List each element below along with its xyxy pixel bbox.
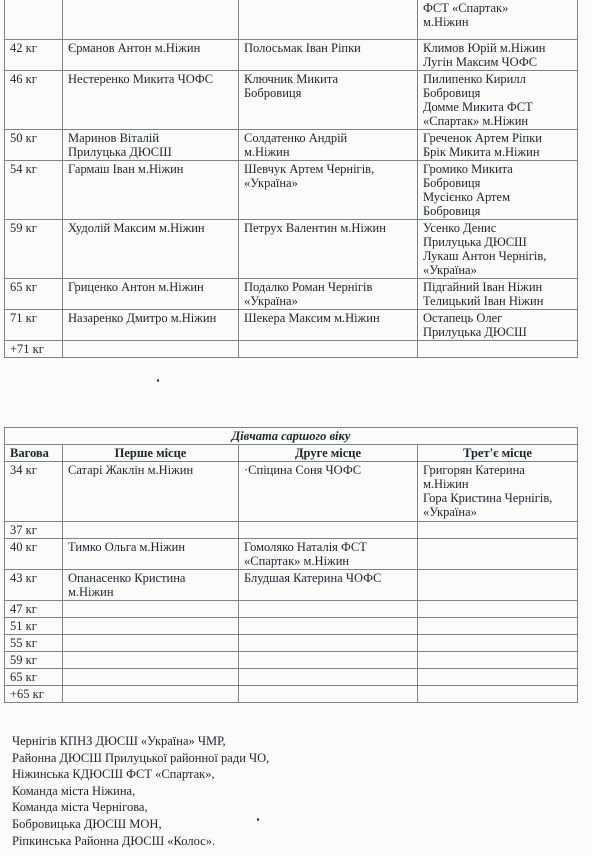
cell-weight	[5, 0, 63, 40]
table-row	[5, 279, 578, 310]
cell-text: 40 кг	[10, 540, 37, 554]
cell-third	[418, 522, 578, 539]
cell-first	[63, 601, 239, 618]
cell-text: Бобровиця	[423, 176, 481, 190]
cell-second	[239, 686, 418, 703]
cell-first	[63, 161, 239, 220]
cell-text: Брік Микита м.Ніжин	[423, 145, 540, 159]
cell-text: Опанасенко Кристина	[68, 571, 186, 585]
cell-text: Бобровиця	[244, 86, 302, 100]
cell-text: Григорян Катерина	[423, 463, 525, 477]
table-row	[5, 652, 578, 669]
cell-text: 65 кг	[10, 670, 37, 684]
cell-second	[239, 310, 418, 341]
cell-third	[418, 570, 578, 601]
cell-first	[63, 652, 239, 669]
team-line: Ніжинська КДЮСШ ФСТ «Спартак»,	[12, 767, 215, 782]
cell-text: Усенко Денис	[423, 221, 497, 235]
cell-first	[63, 130, 239, 161]
cell-third	[418, 310, 578, 341]
cell-text: «Україна»	[244, 294, 298, 308]
cell-text: Єрманов Антон м.Ніжин	[68, 41, 201, 55]
cell-text: м.Ніжин	[423, 15, 469, 29]
cell-first	[63, 0, 239, 40]
table-row	[5, 522, 578, 539]
cell-text: +71 кг	[10, 342, 44, 356]
table-header-row	[5, 445, 578, 462]
cell-text: Остапець Олег	[423, 311, 503, 325]
cell-second	[239, 0, 418, 40]
cell-second	[239, 669, 418, 686]
cell-weight	[5, 279, 63, 310]
cell-second	[239, 618, 418, 635]
cell-text: Сатарі Жаклін м.Ніжин	[68, 463, 194, 477]
cell-first	[63, 635, 239, 652]
cell-weight	[5, 220, 63, 279]
team-line: Команда міста Ніжина,	[12, 783, 136, 798]
cell-text: Полосьмак Іван Ріпки	[244, 41, 361, 55]
cell-third	[418, 618, 578, 635]
cell-text: Гармаш Іван м.Ніжин	[68, 162, 184, 176]
table-row	[5, 462, 578, 522]
cell-text: Тимко Ольга м.Ніжин	[68, 540, 186, 554]
scan-speck	[157, 379, 159, 382]
cell-third	[418, 71, 578, 130]
team-line: Районна ДЮСШ Прилуцької районної ради ЧО,	[12, 750, 270, 765]
team-line: Ріпкинська Районна ДЮСШ «Колос».	[12, 833, 216, 848]
cell-text: Бобровиця	[423, 86, 481, 100]
cell-weight	[5, 686, 63, 703]
cell-text: Прилуцька ДЮСШ	[423, 325, 527, 339]
cell-second	[239, 341, 418, 358]
cell-text: Гомоляко Наталія ФСТ	[244, 540, 367, 554]
cell-first	[63, 522, 239, 539]
cell-second	[239, 40, 418, 71]
table-row	[5, 669, 578, 686]
cell-text: Лукаш Антон Чернігів,	[423, 249, 547, 263]
cell-text: 47 кг	[10, 602, 37, 616]
cell-text: 42 кг	[10, 41, 37, 55]
cell-text: Блудшая Катерина ЧОФС	[244, 571, 382, 585]
cell-text: 46 кг	[10, 72, 37, 86]
cell-third	[418, 652, 578, 669]
table-row	[5, 220, 578, 279]
cell-first	[63, 669, 239, 686]
table-row	[5, 71, 578, 130]
cell-weight	[5, 601, 63, 618]
cell-text: «Спартак» м.Ніжин	[423, 114, 529, 128]
cell-third	[418, 220, 578, 279]
cell-text: Подалко Роман Чернігів	[244, 280, 373, 294]
cell-first	[63, 71, 239, 130]
cell-third	[418, 130, 578, 161]
cell-first	[63, 341, 239, 358]
header-second-place: Друге місце	[239, 445, 418, 462]
table-row	[5, 0, 578, 40]
cell-second	[239, 635, 418, 652]
cell-text: Шевчук Артем Чернігів,	[244, 162, 375, 176]
cell-weight	[5, 522, 63, 539]
boys-results-table	[4, 0, 578, 358]
cell-second	[239, 539, 418, 570]
cell-first	[63, 618, 239, 635]
team-line: Команда міста Чернігова,	[12, 800, 148, 815]
cell-second	[239, 161, 418, 220]
cell-third	[418, 539, 578, 570]
cell-third	[418, 279, 578, 310]
cell-weight	[5, 40, 63, 71]
cell-third	[418, 669, 578, 686]
cell-text: 55 кг	[10, 636, 37, 650]
cell-text: 54 кг	[10, 162, 37, 176]
girls-results-table	[4, 427, 578, 703]
cell-text: м.Ніжин	[423, 477, 469, 491]
table-row	[5, 40, 578, 71]
cell-text: Бобровиця	[423, 204, 481, 218]
cell-third	[418, 341, 578, 358]
cell-text: 71 кг	[10, 311, 37, 325]
cell-text: Прилуцька ДЮСШ	[68, 145, 172, 159]
cell-text: Громико Микита	[423, 162, 513, 176]
participating-teams-list	[12, 733, 269, 849]
cell-second	[239, 71, 418, 130]
cell-text: Телицький Іван Ніжин	[423, 294, 544, 308]
table-title-row	[5, 428, 578, 445]
cell-weight	[5, 635, 63, 652]
table-row	[5, 130, 578, 161]
cell-weight	[5, 652, 63, 669]
cell-text: 37 кг	[10, 523, 37, 537]
table-row	[5, 686, 578, 703]
cell-third	[418, 40, 578, 71]
cell-text: ФСТ «Спартак»	[423, 1, 509, 15]
cell-second	[239, 279, 418, 310]
cell-text: м.Ніжин	[244, 145, 290, 159]
cell-text: «Україна»	[423, 505, 477, 519]
cell-weight	[5, 71, 63, 130]
cell-text: Греченок Артем Ріпки	[423, 131, 542, 145]
cell-text: 51 кг	[10, 619, 37, 633]
cell-text: «Україна»	[244, 176, 298, 190]
cell-first	[63, 220, 239, 279]
table-row	[5, 618, 578, 635]
cell-text: Пилипенко Кирилл	[423, 72, 526, 86]
cell-text: +65 кг	[10, 687, 44, 701]
header-third-place: Трет'є місце	[418, 445, 578, 462]
cell-first	[63, 40, 239, 71]
cell-second	[239, 652, 418, 669]
cell-weight	[5, 161, 63, 220]
cell-text: Солдатенко Андрій	[244, 131, 348, 145]
table-row	[5, 570, 578, 601]
cell-weight	[5, 462, 63, 522]
cell-text: Гриценко Антон м.Ніжин	[68, 280, 204, 294]
cell-first	[63, 462, 239, 522]
cell-second	[239, 522, 418, 539]
cell-text: 50 кг	[10, 131, 37, 145]
cell-third	[418, 462, 578, 522]
header-weight: Вагова	[5, 445, 63, 462]
cell-text: Шекера Максим м.Ніжин	[244, 311, 380, 325]
cell-second	[239, 220, 418, 279]
cell-second	[239, 130, 418, 161]
cell-text: 65 кг	[10, 280, 37, 294]
cell-second	[239, 570, 418, 601]
table-row	[5, 341, 578, 358]
cell-second	[239, 462, 418, 522]
cell-first	[63, 539, 239, 570]
cell-third	[418, 686, 578, 703]
cell-weight	[5, 618, 63, 635]
cell-text: Прилуцька ДЮСШ	[423, 235, 527, 249]
cell-text: Нестеренко Микита ЧОФС	[68, 72, 214, 86]
cell-text: Домме Микита ФСТ	[423, 100, 533, 114]
table-row	[5, 601, 578, 618]
cell-second	[239, 601, 418, 618]
cell-third	[418, 601, 578, 618]
header-first-place: Перше місце	[63, 445, 239, 462]
cell-weight	[5, 669, 63, 686]
cell-text: «Спартак» м.Ніжин	[244, 554, 350, 568]
scan-speck	[257, 818, 259, 821]
cell-text: Маринов Віталій	[68, 131, 160, 145]
cell-text: 59 кг	[10, 221, 37, 235]
cell-third	[418, 161, 578, 220]
cell-first	[63, 310, 239, 341]
cell-text: ·Спіцина Соня ЧОФС	[244, 463, 362, 477]
cell-first	[63, 279, 239, 310]
team-line: Чернігів КПНЗ ДЮСШ «Україна» ЧМР,	[12, 734, 226, 748]
cell-weight	[5, 539, 63, 570]
cell-weight	[5, 341, 63, 358]
cell-text: 34 кг	[10, 463, 37, 477]
cell-text: Назаренко Дмитро м.Ніжин	[68, 311, 217, 325]
cell-first	[63, 570, 239, 601]
cell-first	[63, 686, 239, 703]
cell-third	[418, 635, 578, 652]
cell-weight	[5, 310, 63, 341]
cell-text: 43 кг	[10, 571, 37, 585]
cell-text: Ключник Микита	[244, 72, 339, 86]
table-row	[5, 539, 578, 570]
cell-text: Петрух Валентин м.Ніжин	[244, 221, 386, 235]
table-title: Дівчата саршого віку	[5, 428, 578, 445]
cell-text: Лугін Максим ЧОФС	[423, 55, 538, 69]
table-row	[5, 310, 578, 341]
team-line: Бобровицька ДЮСШ МОН,	[12, 816, 162, 831]
cell-text: Худолій Максим м.Ніжин	[68, 221, 205, 235]
table-row	[5, 635, 578, 652]
cell-third	[418, 0, 578, 40]
cell-text: Климов Юрій м.Ніжин	[423, 41, 546, 55]
table-row	[5, 161, 578, 220]
cell-text: 59 кг	[10, 653, 37, 667]
cell-weight	[5, 570, 63, 601]
cell-text: Мусієнко Артем	[423, 190, 510, 204]
cell-text: м.Ніжин	[68, 585, 114, 599]
cell-text: Гора Кристина Чернігів,	[423, 491, 553, 505]
cell-text: Підгайний Іван Ніжин	[423, 280, 543, 294]
cell-text: «Україна»	[423, 263, 477, 277]
cell-weight	[5, 130, 63, 161]
